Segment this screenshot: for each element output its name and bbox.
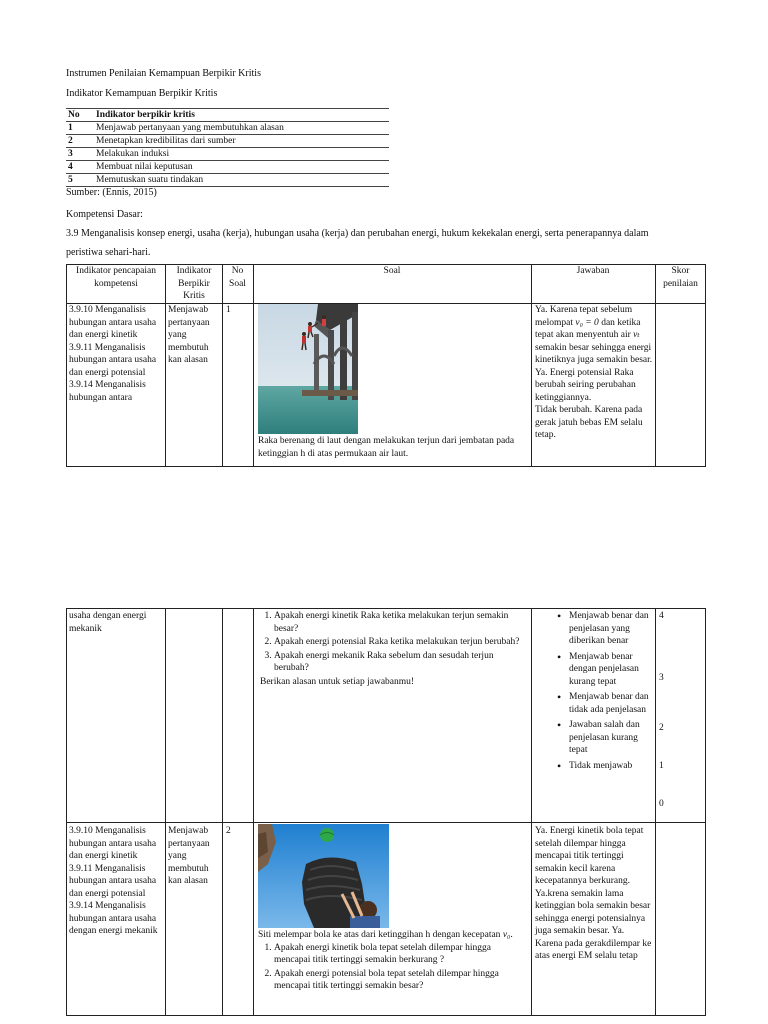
table-row — [66, 174, 389, 187]
header-jawaban: Jawaban — [576, 266, 610, 276]
row2-no-soal: 2 — [226, 826, 231, 836]
row-text: Memutuskan suatu tindakan — [94, 174, 389, 187]
rubric-item: • Menjawab benar dan tidak ada penjelasan — [569, 691, 653, 716]
header-indikator-berpikir: Indikator Berpikir Kritis — [176, 266, 212, 301]
row1-indikator-berpikir: Menjawab pertanyaan yang membutuh kan alasan — [168, 305, 210, 365]
row1-no-soal: 1 — [226, 305, 231, 315]
rubric-item: • Jawaban salah dan penjelasan kurang tepat — [569, 719, 653, 757]
question-item: 3. Apakah energi mekanik Raka sebelum dan sesudah terjun berubah? — [274, 650, 526, 675]
score-value: 4 — [659, 611, 664, 621]
row-number: 3 — [66, 148, 94, 161]
question-item: 2. Apakah energi potensial bola tepat setelah dilempar hingga mencapai titik tertinggi semakin besar? — [274, 968, 526, 993]
bridge-jump-image — [258, 304, 358, 434]
header-soal: Soal — [383, 266, 401, 276]
rubric-item: • Menjawab benar dengan penjelasan kurang tepat — [569, 651, 653, 689]
ball-throw-image — [258, 824, 389, 928]
math-vt: vₜ — [633, 330, 640, 340]
row1-indikator-pencapaian: 3.9.10 Menganalisis hubungan antara usaha dan energi kinetik 3.9.11 Menganalisis hubungan antara usaha dan energi potensial 3.9.14 Menganalisis hubungan antara — [69, 305, 157, 403]
question-instruction: Berikan alasan untuk setiap jawabanmu! — [260, 676, 415, 687]
kd-text-continued: peristiwa sehari-hari. — [66, 247, 151, 258]
kd-text: 3.9 Menganalisis konsep energi, usaha (kerja), hubungan usaha (kerja) dan perubahan energi, hukum kekekalan energi, serta penerapannya dalam — [66, 228, 649, 239]
row2-caption-text: Siti melempar bola ke atas dari ketinggihan h dengan kecepatan — [258, 930, 503, 940]
answer-part-2: dan ketika tepat akan menyentuh air — [535, 317, 641, 340]
document-title: Instrumen Penilaian Kemampuan Berpikir Kritis — [66, 68, 261, 79]
header-indikator-pencapaian: Indikator pencapaian kompetensi — [76, 266, 156, 289]
score-value: 1 — [659, 761, 664, 771]
indicator-table — [66, 108, 389, 187]
header-no: No — [66, 109, 94, 122]
row1-soal-caption: Raka berenang di laut dengan melakukan terjun dari jembatan pada ketinggian h di atas permukaan air laut. — [258, 436, 515, 459]
question-item: 1. Apakah energi kinetik Raka ketika melakukan terjun semakin besar? — [274, 610, 526, 635]
table-row — [66, 161, 389, 174]
score-value: 3 — [659, 673, 664, 683]
row1-jawaban — [535, 304, 653, 442]
source-note: Sumber: (Ennis, 2015) — [66, 187, 157, 198]
row1-indikator-continued: usaha dengan energi mekanik — [69, 611, 147, 634]
row-number: 2 — [66, 135, 94, 148]
score-value: 2 — [659, 723, 664, 733]
table-row — [66, 122, 389, 135]
row-number: 4 — [66, 161, 94, 174]
row2-indikator-berpikir: Menjawab pertanyaan yang membutuh kan alasan — [168, 826, 210, 886]
row2-indikator-pencapaian: 3.9.10 Menganalisis hubungan antara usaha dan energi kinetik 3.9.11 Menganalisis hubungan antara usaha dan energi potensial 3.9.14 Menganalisis hubungan antara usaha dengan energi mekanik — [69, 826, 158, 936]
math-v0: v₀ = 0 — [575, 317, 599, 328]
row1-questions — [258, 610, 526, 688]
row-text: Melakukan induksi — [94, 148, 389, 161]
answer-mechanical: Tidak berubah. Karena pada gerak jatuh bebas EM selalu tetap. — [535, 405, 643, 440]
rubric-item: • Tidak menjawab — [569, 760, 653, 773]
kd-label: Kompetensi Dasar: — [66, 209, 143, 220]
answer-part-1: Ya. Karena tepat sebelum melompat — [535, 305, 633, 328]
row-number: 5 — [66, 174, 94, 187]
table-row — [66, 135, 389, 148]
row-text: Membuat nilai keputusan — [94, 161, 389, 174]
answer-part-3: semakin besar sehingga energi kinetiknya juga semakin besar. — [535, 342, 653, 365]
answer-potential: Ya. Energi potensial Raka berubah seiring perubahan ketinggiannya. — [535, 367, 636, 403]
row-text: Menjawab pertanyaan yang membutuhkan alasan — [94, 122, 389, 135]
row-number: 1 — [66, 122, 94, 135]
scoring-rubric — [553, 610, 653, 775]
table-header-row — [66, 109, 389, 122]
question-item: 2. Apakah energi potensial Raka ketika melakukan terjun berubah? — [274, 636, 526, 649]
header-skor: Skor penilaian — [663, 266, 698, 289]
row2-soal — [258, 929, 526, 994]
score-value: 0 — [659, 799, 664, 809]
row2-jawaban: Ya. Energi kinetik bola tepat setelah dilempar hingga mencapai titik tertinggi semakin kecil karena kecepatannya berkurang. Ya.krena semakin lama ketinggian bola semakin besar sehingga energi potensialnya juga semakin besar. Ya. Karena pada gerakdilempar ke atas energi EM selalu tetap — [535, 826, 652, 961]
table-row — [66, 148, 389, 161]
header-no-soal: No Soal — [229, 266, 246, 289]
math-v0: v₀ — [502, 930, 511, 940]
header-indikator: Indikator berpikir kritis — [94, 109, 389, 122]
row-text: Menetapkan kredibilitas dari sumber — [94, 135, 389, 148]
rubric-item: • Menjawab benar dan penjelasan yang diberikan benar — [569, 610, 653, 648]
row2-caption: Siti melempar bola ke atas dari ketinggihan h dengan kecepatan v₀. — [258, 930, 513, 940]
question-item: 1. Apakah energi kinetik bola tepat setelah dilempar hingga mencapai titik tertinggi semakin berkurang ? — [274, 942, 526, 967]
document-subtitle: Indikator Kemampuan Berpikir Kritis — [66, 88, 218, 99]
